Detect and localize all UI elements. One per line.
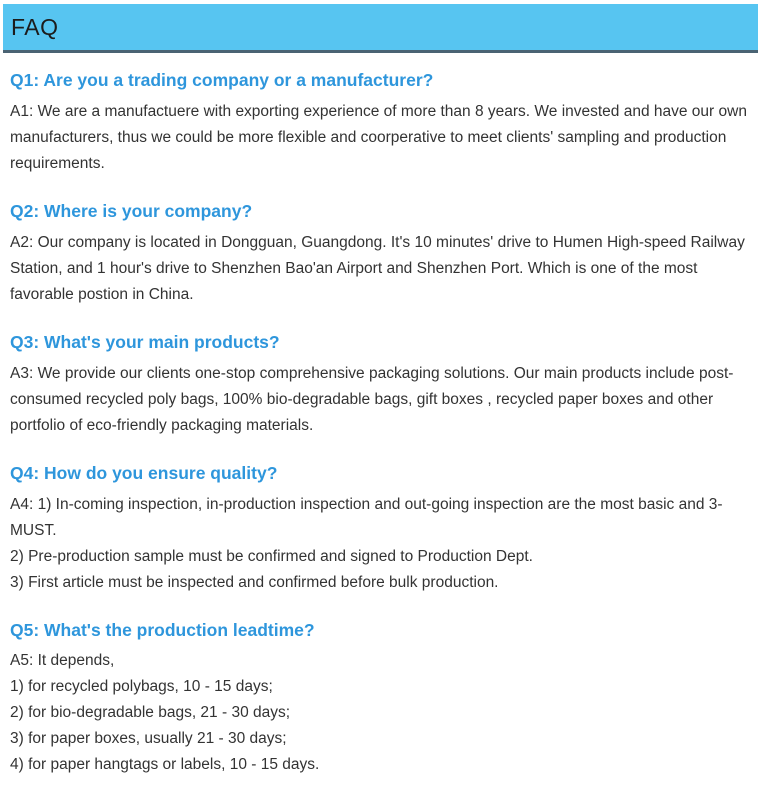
faq-answer-q5-line-4: 3) for paper boxes, usually 21 - 30 days; [10, 730, 287, 748]
faq-answer-q5-line-1: A5: It depends, [10, 652, 115, 670]
faq-section-title: FAQ [11, 13, 59, 40]
faq-answer-q5-line-2: 1) for recycled polybags, 10 - 15 days; [10, 678, 273, 696]
faq-item-q1 [10, 70, 755, 177]
faq-answer-q5-line-3: 2) for bio-degradable bags, 21 - 30 days; [10, 704, 291, 722]
faq-answer-q4-line-2: 2) Pre-production sample must be confirmed and signed to Production Dept. [10, 547, 533, 565]
faq-answer-q4-line-3: 3) First article must be inspected and confirmed before bulk production. [10, 573, 499, 591]
faq-answer-q2: A2: Our company is located in Dongguan, Guangdong. It's 10 minutes' drive to Humen High-speed Railway Station, and 1 hour's drive to Shenzhen Bao'an Airport and Shenzhen Port. Which is one of the most favorable postion in China. [10, 233, 745, 303]
faq-item-q5 [10, 620, 755, 779]
faq-item-q3 [10, 332, 755, 439]
faq-answer-q3: A3: We provide our clients one-stop comprehensive packaging solutions. Our main products include post-consumed recycled poly bags, 100% bio-degradable bags, gift boxes , recycled paper boxes and other portfolio of eco-friendly packaging materials. [10, 364, 734, 434]
faq-section-header [3, 4, 758, 53]
faq-question-q1: Q1: Are you a trading company or a manufacturer? [10, 70, 434, 90]
faq-question-q5: Q5: What's the production leadtime? [10, 619, 315, 640]
faq-list [0, 70, 765, 792]
faq-question-q2: Q2: Where is your company? [10, 200, 253, 221]
faq-question-q3: Q3: What's your main products? [10, 331, 280, 352]
faq-answer-q1: A1: We are a manufactuere with exporting experience of more than 8 years. We invested and have our own manufacturers, thus we could be more flexible and coorperative to meet clients' sampling and production requirements. [10, 102, 747, 172]
faq-question-q4: Q4: How do you ensure quality? [10, 462, 278, 483]
faq-item-q2 [10, 201, 755, 308]
faq-answer-q4-line-1: A4: 1) In-coming inspection, in-production inspection and out-going inspection are the most basic and 3-MUST. [10, 495, 723, 539]
faq-item-q4 [10, 463, 755, 596]
faq-answer-q5-line-5: 4) for paper hangtags or labels, 10 - 15 days. [10, 756, 320, 774]
